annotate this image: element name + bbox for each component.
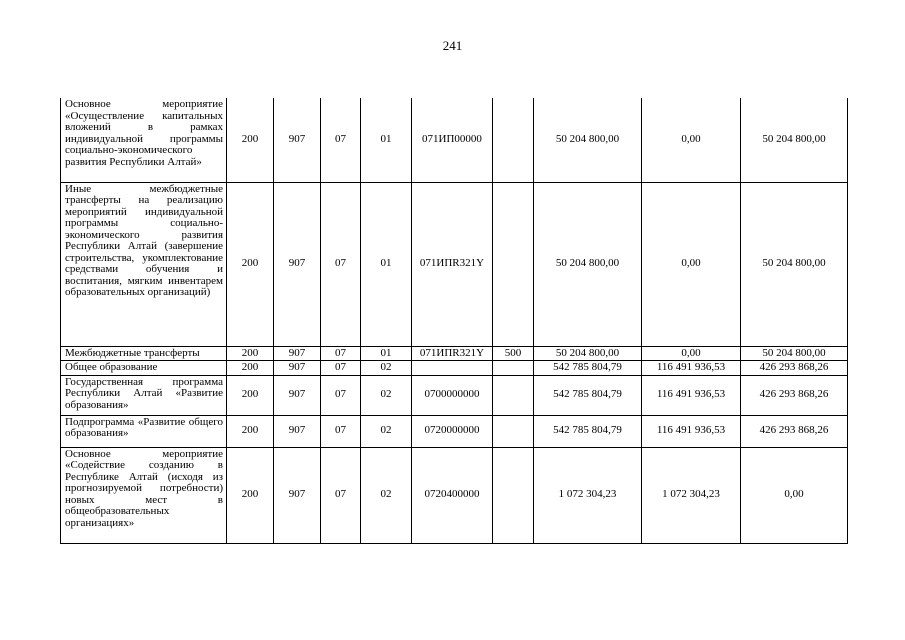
code-cell: 200 (227, 182, 274, 346)
subsection-cell: 01 (361, 182, 412, 346)
amount-cell-3: 426 293 868,26 (741, 361, 848, 376)
table-row (61, 182, 848, 346)
section-cell: 07 (321, 447, 361, 543)
ministry-code-cell: 907 (274, 346, 321, 361)
row-name-cell: Основное мероприятие «Содействие созданию в Республике Алтай (исходя из прогнозируемой потребности) новых мест в общеобразовательных организациях» (61, 447, 227, 543)
amount-total-cell: 542 785 804,79 (534, 361, 642, 376)
table-row (61, 447, 848, 543)
amount-total-cell: 542 785 804,79 (534, 415, 642, 447)
subsection-cell: 02 (361, 361, 412, 376)
section-cell: 07 (321, 98, 361, 182)
row-name-cell: Общее образование (61, 361, 227, 376)
row-name-cell: Подпрограмма «Развитие общего образования» (61, 415, 227, 447)
amount-cell-2: 0,00 (642, 182, 741, 346)
amount-total-cell: 50 204 800,00 (534, 98, 642, 182)
amount-cell-3: 50 204 800,00 (741, 98, 848, 182)
row-name-cell: Государственная программа Республики Алтай «Развитие образования» (61, 375, 227, 415)
code-cell: 200 (227, 447, 274, 543)
ministry-code-cell: 907 (274, 98, 321, 182)
row-name-cell: Иные межбюджетные трансферты на реализацию мероприятий индивидуальной программы социально-экономического развития Республики Алтай (завершение строительства, укомплектование средствами обучения и воспитания, мягким инвентарем образовательных организаций) (61, 182, 227, 346)
section-cell: 07 (321, 415, 361, 447)
target-article-cell: 071ИП00000 (412, 98, 493, 182)
target-article-cell: 071ИПR321Y (412, 182, 493, 346)
subsection-cell: 02 (361, 415, 412, 447)
table-row (61, 361, 848, 376)
ministry-code-cell: 907 (274, 415, 321, 447)
target-article-cell: 0700000000 (412, 375, 493, 415)
amount-cell-2: 116 491 936,53 (642, 375, 741, 415)
ministry-code-cell: 907 (274, 375, 321, 415)
section-cell: 07 (321, 361, 361, 376)
amount-cell-3: 0,00 (741, 447, 848, 543)
amount-cell-3: 426 293 868,26 (741, 375, 848, 415)
amount-cell-2: 116 491 936,53 (642, 361, 741, 376)
section-cell: 07 (321, 182, 361, 346)
amount-cell-2: 116 491 936,53 (642, 415, 741, 447)
budget-table (60, 98, 848, 544)
expense-type-cell: 500 (493, 346, 534, 361)
expense-type-cell (493, 182, 534, 346)
amount-cell-3: 50 204 800,00 (741, 182, 848, 346)
table-row (61, 98, 848, 182)
table-body (61, 98, 848, 543)
ministry-code-cell: 907 (274, 447, 321, 543)
target-article-cell: 071ИПR321Y (412, 346, 493, 361)
code-cell: 200 (227, 375, 274, 415)
section-cell: 07 (321, 346, 361, 361)
target-article-cell (412, 361, 493, 376)
amount-cell-3: 426 293 868,26 (741, 415, 848, 447)
subsection-cell: 02 (361, 447, 412, 543)
subsection-cell: 02 (361, 375, 412, 415)
page-number: 241 (442, 38, 463, 53)
expense-type-cell (493, 375, 534, 415)
row-name-cell: Основное мероприятие «Осуществление капитальных вложений в рамках индивидуальной программы социально-экономического развития Республики Алтай» (61, 98, 227, 182)
code-cell: 200 (227, 415, 274, 447)
code-cell: 200 (227, 361, 274, 376)
amount-total-cell: 542 785 804,79 (534, 375, 642, 415)
target-article-cell: 0720400000 (412, 447, 493, 543)
amount-cell-3: 50 204 800,00 (741, 346, 848, 361)
amount-total-cell: 50 204 800,00 (534, 346, 642, 361)
amount-total-cell: 50 204 800,00 (534, 182, 642, 346)
ministry-code-cell: 907 (274, 361, 321, 376)
subsection-cell: 01 (361, 98, 412, 182)
expense-type-cell (493, 98, 534, 182)
amount-cell-2: 1 072 304,23 (642, 447, 741, 543)
amount-cell-2: 0,00 (642, 346, 741, 361)
section-cell: 07 (321, 375, 361, 415)
table-row (61, 375, 848, 415)
code-cell: 200 (227, 346, 274, 361)
amount-cell-2: 0,00 (642, 98, 741, 182)
expense-type-cell (493, 361, 534, 376)
ministry-code-cell: 907 (274, 182, 321, 346)
amount-total-cell: 1 072 304,23 (534, 447, 642, 543)
table-row (61, 346, 848, 361)
expense-type-cell (493, 415, 534, 447)
expense-type-cell (493, 447, 534, 543)
table-row (61, 415, 848, 447)
row-name-cell: Межбюджетные трансферты (61, 346, 227, 361)
code-cell: 200 (227, 98, 274, 182)
target-article-cell: 0720000000 (412, 415, 493, 447)
subsection-cell: 01 (361, 346, 412, 361)
